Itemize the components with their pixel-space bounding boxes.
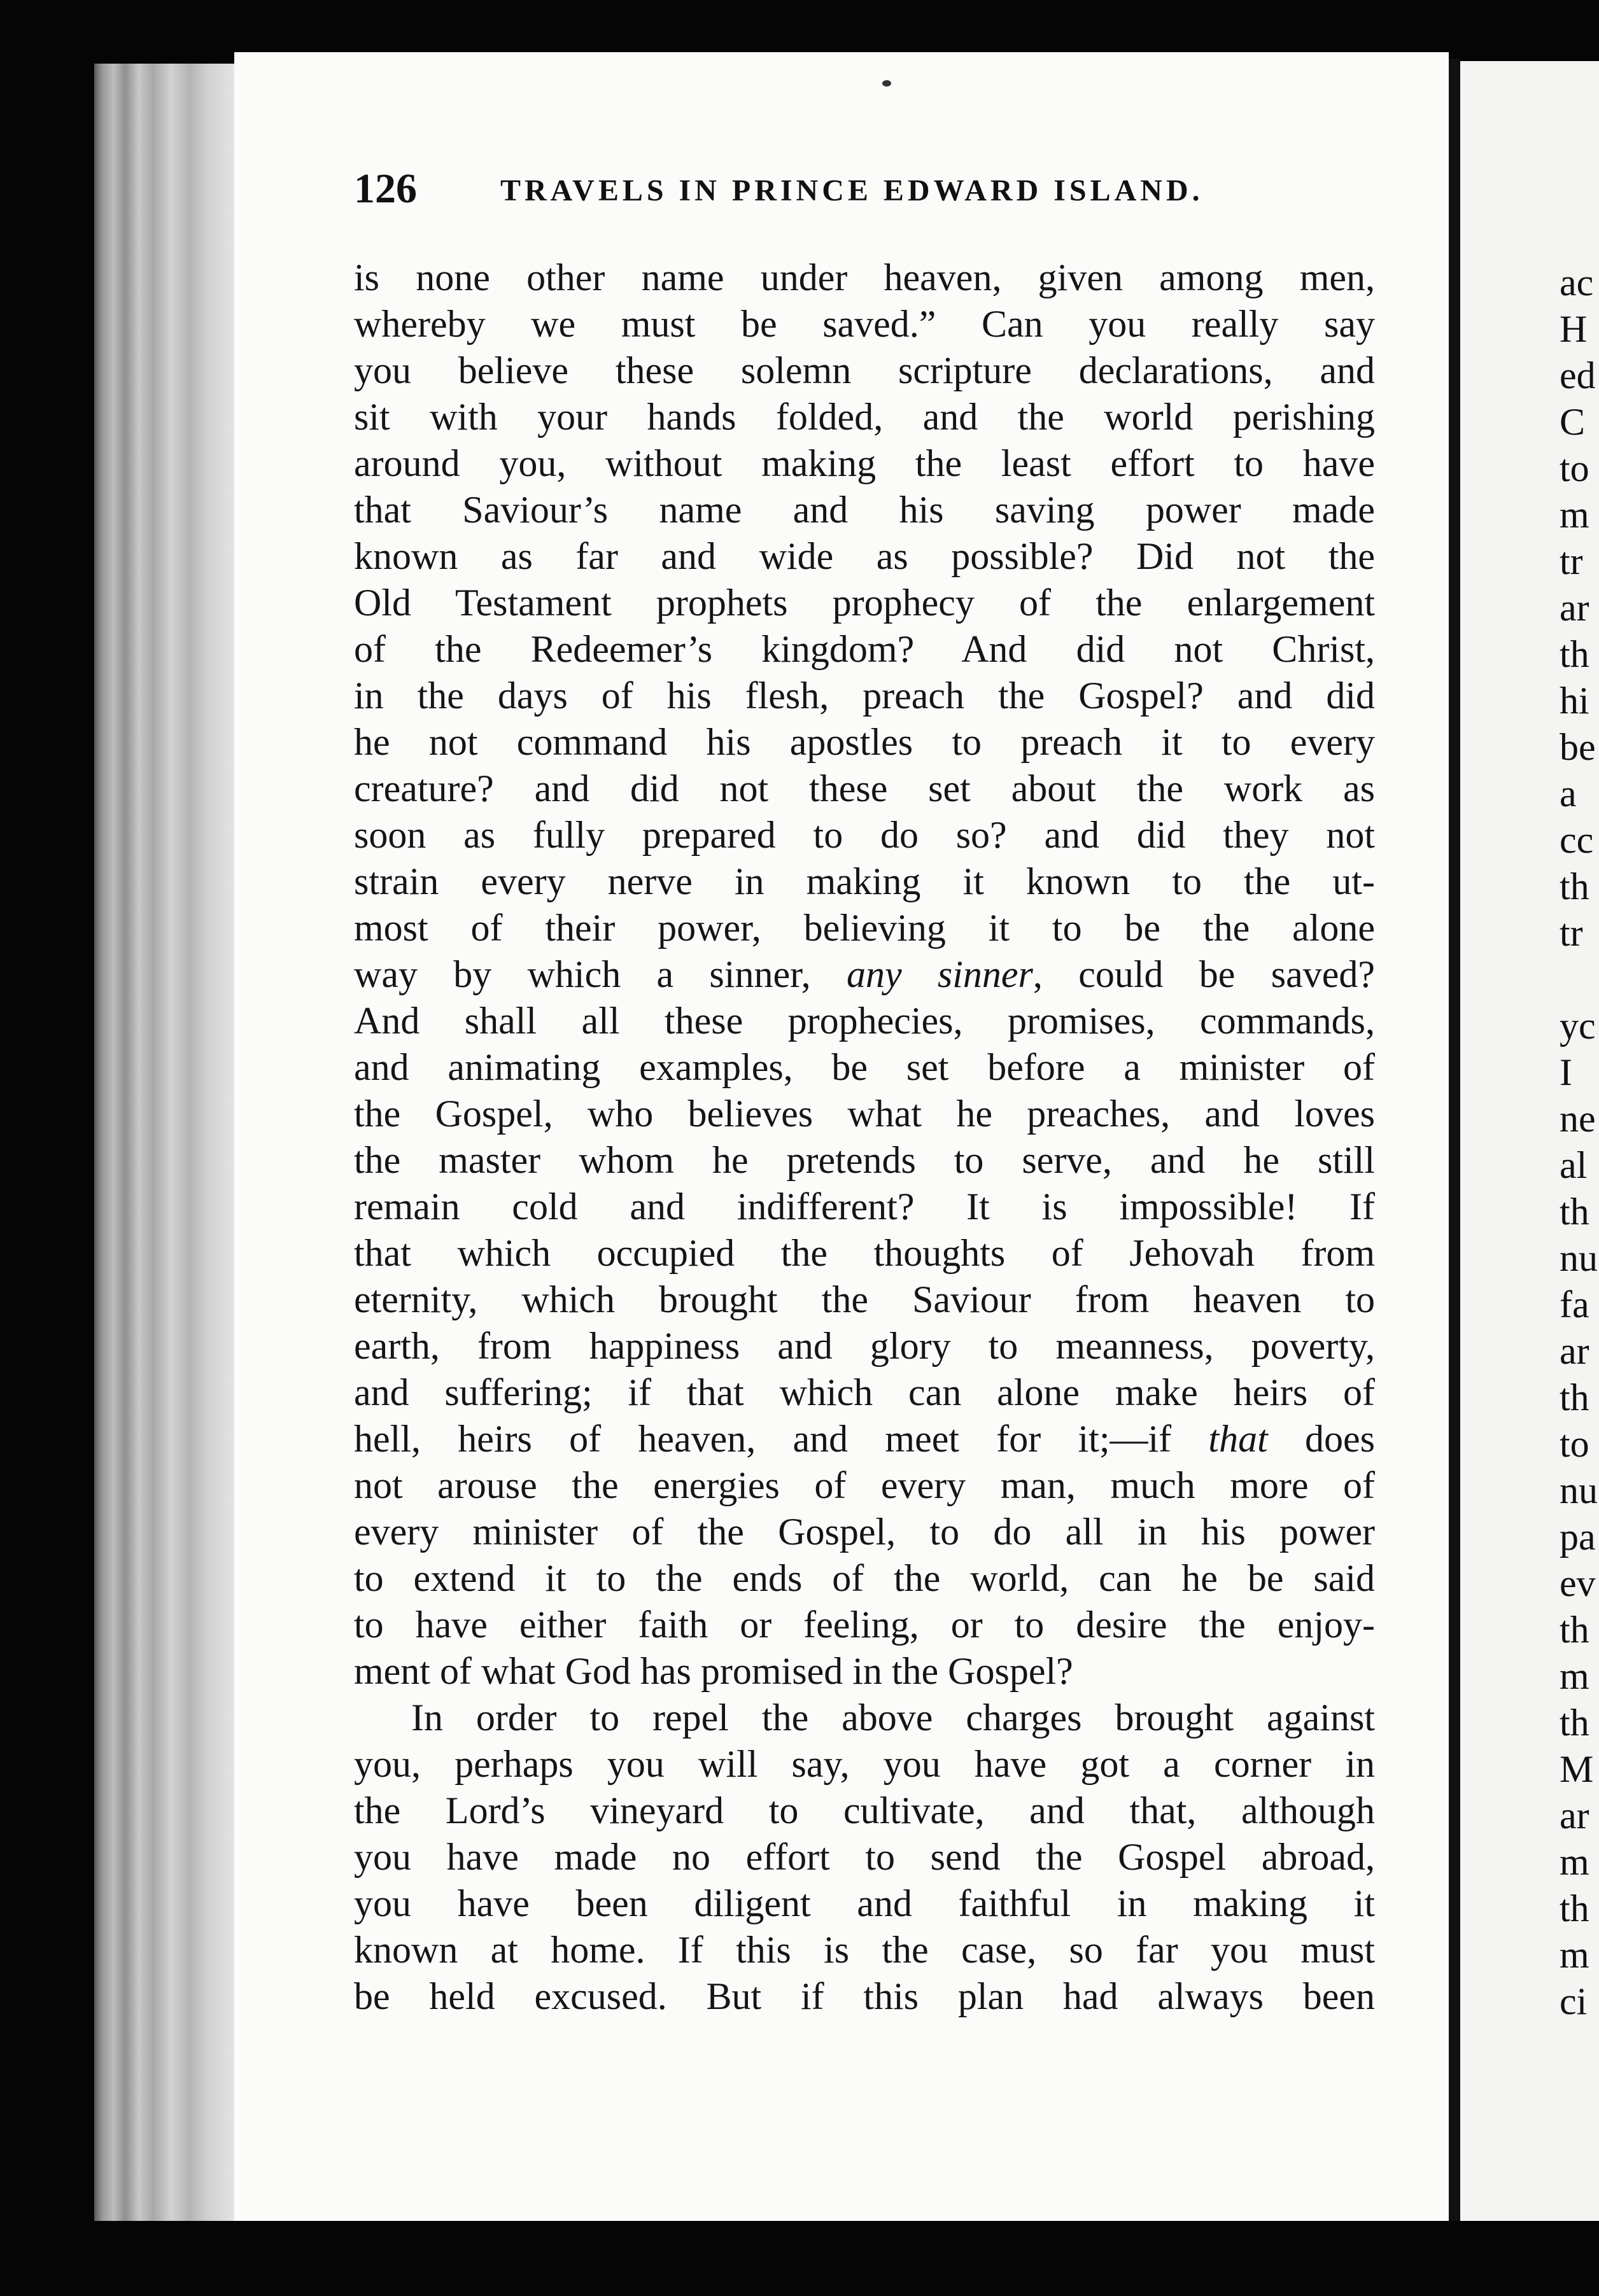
- text-line: [354, 951, 1375, 998]
- text-line: you have made no effort to send the Gospel abroad,: [354, 1836, 1375, 1878]
- facing-page-fragment: m: [1560, 1655, 1589, 1697]
- facing-page-fragment: th: [1560, 1191, 1589, 1233]
- facing-page-fragment: th: [1560, 1702, 1589, 1744]
- text-line: sit with your hands folded, and the world perishing: [354, 396, 1375, 438]
- facing-page-fragment: tr: [1560, 912, 1583, 954]
- text-line: that Saviour’s name and his saving power made: [354, 489, 1375, 531]
- facing-page-fragment: yc: [1560, 1005, 1596, 1047]
- text-line: [354, 1416, 1375, 1462]
- text-line: and suffering; if that which can alone make heirs of: [354, 1371, 1375, 1413]
- facing-page-fragment: ne: [1560, 1098, 1596, 1140]
- text-line: Old Testament prophets prophecy of the enlargement: [354, 582, 1375, 624]
- text-line: you have been diligent and faithful in making it: [354, 1882, 1375, 1924]
- text-line: ment of what God has promised in the Gospel?: [354, 1650, 1073, 1692]
- page-fore-edge: [94, 64, 234, 2221]
- text-line: known as far and wide as possible? Did not the: [354, 535, 1375, 577]
- facing-page-fragment: th: [1560, 1376, 1589, 1418]
- facing-page-fragment: th: [1560, 633, 1589, 675]
- text-line: that which occupied the thoughts of Jehovah from: [354, 1232, 1375, 1274]
- text-line: known at home. If this is the case, so far you must: [354, 1929, 1375, 1971]
- text-segment: , could be saved?: [1032, 953, 1375, 995]
- text-line: most of their power, believing it to be the alone: [354, 907, 1375, 949]
- facing-page-fragment: tr: [1560, 540, 1583, 582]
- text-line: the Gospel, who believes what he preaches, and loves: [354, 1093, 1375, 1135]
- facing-page-edge: [1460, 61, 1599, 2221]
- text-line: In order to repel the above charges brought against: [411, 1697, 1375, 1739]
- facing-page-fragment: m: [1560, 1934, 1589, 1976]
- text-line: you believe these solemn scripture declarations, and: [354, 349, 1375, 391]
- text-line: not arouse the energies of every man, much more of: [354, 1464, 1375, 1506]
- text-line: and animating examples, be set before a minister of: [354, 1046, 1375, 1088]
- facing-page-fragment: th: [1560, 865, 1589, 907]
- text-segment: way by which a sinner,: [354, 953, 847, 995]
- facing-page-fragment: th: [1560, 1887, 1589, 1929]
- italic-text: any sinner: [846, 953, 1033, 995]
- text-line: every minister of the Gospel, to do all in his power: [354, 1511, 1375, 1553]
- facing-page-fragment: C: [1560, 401, 1586, 443]
- facing-page-fragment: ev: [1560, 1562, 1596, 1604]
- italic-text: that: [1208, 1418, 1268, 1460]
- text-line: the master whom he pretends to serve, and he still: [354, 1139, 1375, 1181]
- page-header: [354, 167, 1372, 211]
- facing-page-fragment: cc: [1560, 819, 1594, 861]
- text-line: eternity, which brought the Saviour from heaven to: [354, 1278, 1375, 1320]
- facing-page-fragment: m: [1560, 1841, 1589, 1883]
- facing-page-fragment: nu: [1560, 1469, 1598, 1511]
- facing-page-fragment: nu: [1560, 1237, 1598, 1279]
- facing-page-fragment: th: [1560, 1609, 1589, 1651]
- text-line: of the Redeemer’s kingdom? And did not Christ,: [354, 628, 1375, 670]
- text-line: whereby we must be saved.” Can you really say: [354, 303, 1375, 345]
- facing-page-fragment: pa: [1560, 1516, 1596, 1558]
- text-line: the Lord’s vineyard to cultivate, and that, although: [354, 1789, 1375, 1831]
- facing-page-fragment: to: [1560, 1423, 1589, 1465]
- text-line: to extend it to the ends of the world, can he be said: [354, 1557, 1375, 1599]
- text-line: in the days of his flesh, preach the Gospel? and did: [354, 675, 1375, 717]
- text-segment: does: [1267, 1418, 1375, 1460]
- ink-dot: [882, 80, 891, 87]
- text-line: creature? and did not these set about the work as: [354, 767, 1375, 809]
- page-number: 126: [354, 165, 417, 212]
- body-text: [354, 255, 1375, 2020]
- facing-page-fragment: ar: [1560, 1795, 1589, 1837]
- facing-page-fragment: I: [1560, 1051, 1572, 1093]
- text-line: he not command his apostles to preach it to every: [354, 721, 1375, 763]
- text-line: soon as fully prepared to do so? and did they not: [354, 814, 1375, 856]
- text-line: is none other name under heaven, given among men,: [354, 256, 1375, 298]
- facing-page-fragment: M: [1560, 1748, 1594, 1790]
- facing-page-fragment: to: [1560, 447, 1589, 489]
- facing-page-fragment: ed: [1560, 354, 1596, 396]
- facing-page-fragment: ci: [1560, 1980, 1588, 2022]
- facing-page-fragment: a: [1560, 773, 1577, 815]
- text-line: you, perhaps you will say, you have got a corner in: [354, 1743, 1375, 1785]
- facing-page-fragment: hi: [1560, 680, 1589, 722]
- facing-page-fragment: fa: [1560, 1284, 1589, 1326]
- text-line: strain every nerve in making it known to the ut-: [354, 860, 1375, 902]
- text-line: earth, from happiness and glory to meanness, poverty,: [354, 1325, 1375, 1367]
- text-line: And shall all these prophecies, promises, commands,: [354, 1000, 1375, 1042]
- facing-page-fragment: be: [1560, 726, 1596, 768]
- facing-page-fragment: ar: [1560, 1330, 1589, 1372]
- facing-page-fragment: m: [1560, 494, 1589, 536]
- text-line: remain cold and indifferent? It is impossible! If: [354, 1186, 1375, 1228]
- book-gutter: [1449, 59, 1460, 2221]
- text-line: around you, without making the least effort to have: [354, 442, 1375, 484]
- facing-page-fragment: ac: [1560, 262, 1594, 304]
- facing-page-fragment: H: [1560, 308, 1588, 350]
- facing-page-fragment: ar: [1560, 587, 1589, 629]
- text-line: to have either faith or feeling, or to desire the enjoy-: [354, 1604, 1375, 1646]
- text-line: be held excused. But if this plan had always been: [354, 1975, 1375, 2017]
- text-segment: hell, heirs of heaven, and meet for it;—if: [354, 1418, 1209, 1460]
- facing-page-fragment: al: [1560, 1144, 1588, 1186]
- running-title: TRAVELS IN PRINCE EDWARD ISLAND.: [500, 174, 1204, 207]
